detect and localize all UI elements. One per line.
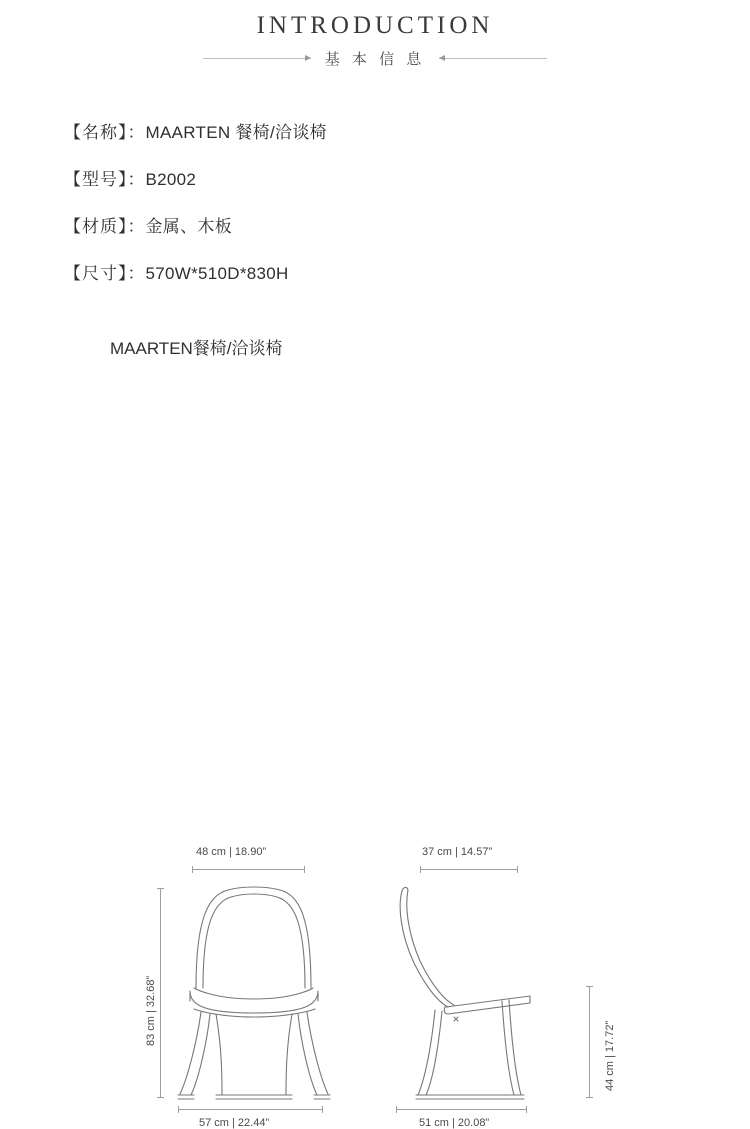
side-bottom-measure-line [396, 1109, 527, 1110]
side-bottom-tick-right [526, 1106, 527, 1113]
side-top-measure-line [420, 869, 518, 870]
front-top-tick-right [304, 866, 305, 873]
spec-value-name: MAARTEN 餐椅/洽谈椅 [145, 123, 327, 142]
dimension-drawing [0, 403, 750, 1129]
page-title: INTRODUCTION [256, 12, 494, 39]
product-name: MAARTEN餐椅/洽谈椅 [110, 339, 283, 358]
divider-right [439, 58, 547, 59]
spec-label-size: 【尺寸】： [64, 264, 146, 283]
page-header [0, 0, 750, 69]
front-bottom-measure-line [178, 1109, 323, 1110]
side-right-dim-label: 44 cm | 17.72” [604, 1020, 616, 1091]
spec-label-name: 【名称】： [64, 123, 146, 142]
front-bottom-tick-right [322, 1106, 323, 1113]
front-bottom-tick-left [178, 1106, 179, 1113]
spec-list [0, 121, 750, 286]
front-left-measure-line [160, 888, 161, 1098]
spec-value-size: 570W*510D*830H [145, 264, 289, 283]
side-right-tick-bottom [586, 1097, 593, 1098]
spec-value-model: B2002 [145, 170, 197, 189]
front-top-dim-label: 48 cm | 18.90” [196, 846, 267, 858]
spec-label-material: 【材质】： [64, 217, 146, 236]
spec-row [64, 168, 750, 192]
divider-left [203, 58, 311, 59]
front-top-measure-line [192, 869, 305, 870]
side-top-tick-right [517, 866, 518, 873]
page-subtitle-row [0, 48, 750, 69]
spec-row [64, 262, 750, 286]
side-top-dim-label: 37 cm | 14.57” [422, 846, 493, 858]
front-left-tick-top [157, 888, 164, 889]
front-left-dim-label: 83 cm | 32.68” [145, 975, 157, 1046]
chair-side-view [388, 881, 538, 1106]
spec-row [64, 121, 750, 145]
side-right-measure-line [589, 986, 590, 1098]
side-right-tick-top [586, 986, 593, 987]
chair-front-view [170, 881, 335, 1106]
side-bottom-tick-left [396, 1106, 397, 1113]
side-top-tick-left [420, 866, 421, 873]
spec-row [64, 215, 750, 239]
spec-label-model: 【型号】： [64, 170, 146, 189]
page-subtitle: 基 本 信 息 [324, 51, 426, 68]
front-left-tick-bottom [157, 1097, 164, 1098]
side-bottom-dim-label: 51 cm | 20.08” [419, 1117, 490, 1129]
spec-value-material: 金属、木板 [145, 217, 232, 236]
front-bottom-dim-label: 57 cm | 22.44” [199, 1117, 270, 1129]
front-top-tick-left [192, 866, 193, 873]
